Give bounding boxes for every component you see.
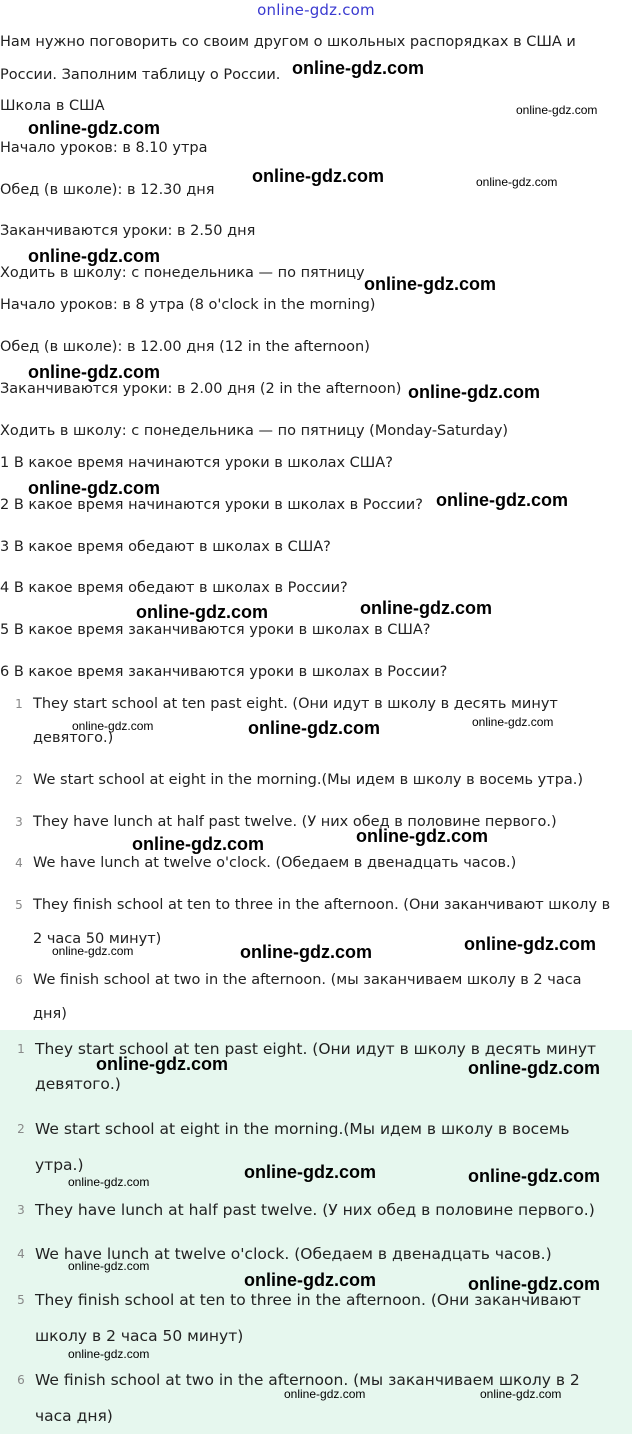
watermark: online-gdz.com xyxy=(480,1387,562,1401)
russia-start: Начало уроков: в 8 утра (8 o'clock in the morning) xyxy=(0,297,376,313)
green-answer-6-line-2: часа дня) xyxy=(35,1407,113,1425)
watermark: online-gdz.com xyxy=(68,1347,150,1361)
russia-days: Ходить в школу: с понедельника — по пятницу (Monday-Saturday) xyxy=(0,423,509,439)
intro-line-2: России. Заполним таблицу о России. xyxy=(0,67,281,83)
answer-number: 5 xyxy=(17,1293,25,1307)
watermark: online-gdz.com xyxy=(28,246,160,266)
watermark: online-gdz.com xyxy=(472,715,554,729)
watermark: online-gdz.com xyxy=(516,103,598,117)
green-answer-4-line-1: We have lunch at twelve o'clock. (Обедаем в двенадцать часов.) xyxy=(35,1245,552,1263)
watermark: online-gdz.com xyxy=(468,1166,600,1186)
watermark: online-gdz.com xyxy=(476,175,558,189)
question-3: 3 В какое время обедают в школах в США? xyxy=(0,539,331,555)
watermark: online-gdz.com xyxy=(248,718,380,738)
usa-start: Начало уроков: в 8.10 утра xyxy=(0,140,208,156)
watermark: online-gdz.com xyxy=(68,1175,150,1189)
watermark: online-gdz.com xyxy=(132,834,264,854)
watermark: online-gdz.com xyxy=(356,826,488,846)
watermark: online-gdz.com xyxy=(52,944,134,958)
watermark: online-gdz.com xyxy=(292,58,424,78)
answer-5-line-2: 2 часа 50 минут) xyxy=(33,931,162,947)
answer-number: 5 xyxy=(15,898,23,912)
answer-number: 3 xyxy=(15,815,23,829)
watermark: online-gdz.com xyxy=(240,942,372,962)
watermark: online-gdz.com xyxy=(68,1259,150,1273)
question-1: 1 В какое время начинаются уроки в школах США? xyxy=(0,455,393,471)
watermark: online-gdz.com xyxy=(28,478,160,498)
question-5: 5 В какое время заканчиваются уроки в школах в США? xyxy=(0,622,431,638)
site-header[interactable]: online-gdz.com xyxy=(257,1,375,19)
watermark: online-gdz.com xyxy=(464,934,596,954)
watermark: online-gdz.com xyxy=(364,274,496,294)
answer-number: 2 xyxy=(17,1122,25,1136)
watermark: online-gdz.com xyxy=(244,1162,376,1182)
answer-number: 6 xyxy=(15,973,23,987)
watermark: online-gdz.com xyxy=(96,1054,228,1074)
answer-number: 6 xyxy=(17,1373,25,1387)
usa-days: Ходить в школу: с понедельника — по пятницу xyxy=(0,265,365,281)
question-6: 6 В какое время заканчиваются уроки в школах в России? xyxy=(0,664,448,680)
answer-5-line-1: They finish school at ten to three in the afternoon. (Они заканчивают школу в xyxy=(33,897,611,913)
green-answer-1-line-2: девятого.) xyxy=(35,1075,121,1093)
usa-finish: Заканчиваются уроки: в 2.50 дня xyxy=(0,223,256,239)
watermark: online-gdz.com xyxy=(436,490,568,510)
watermark: online-gdz.com xyxy=(468,1058,600,1078)
watermark: online-gdz.com xyxy=(136,602,268,622)
answer-2-line-1: We start school at eight in the morning.(Мы идем в школу в восемь утра.) xyxy=(33,772,584,788)
answer-number: 3 xyxy=(17,1203,25,1217)
answer-6-line-2: дня) xyxy=(33,1006,67,1022)
watermark: online-gdz.com xyxy=(284,1387,366,1401)
answer-6-line-1: We finish school at two in the afternoon. (мы заканчиваем школу в 2 часа xyxy=(33,972,582,988)
answer-4-line-1: We have lunch at twelve o'clock. (Обедаем в двенадцать часов.) xyxy=(33,855,517,871)
russia-finish: Заканчиваются уроки: в 2.00 дня (2 in the afternoon) xyxy=(0,381,402,397)
watermark: online-gdz.com xyxy=(28,362,160,382)
intro-line-1: Нам нужно поговорить со своим другом о школьных распорядках в США и xyxy=(0,34,576,50)
watermark: online-gdz.com xyxy=(360,598,492,618)
watermark: online-gdz.com xyxy=(28,118,160,138)
usa-title: Школа в США xyxy=(0,98,105,114)
green-answer-5-line-2: школу в 2 часа 50 минут) xyxy=(35,1327,244,1345)
watermark: online-gdz.com xyxy=(408,382,540,402)
answer-1-line-2: девятого.) xyxy=(33,730,114,746)
watermark: online-gdz.com xyxy=(252,166,384,186)
answer-number: 1 xyxy=(15,697,23,711)
answer-3-line-1: They have lunch at half past twelve. (У них обед в половине первого.) xyxy=(33,814,557,830)
green-answer-2-line-2: утра.) xyxy=(35,1156,84,1174)
answer-number: 4 xyxy=(15,856,23,870)
answer-number: 4 xyxy=(17,1247,25,1261)
answer-number: 2 xyxy=(15,773,23,787)
question-2: 2 В какое время начинаются уроки в школах в России? xyxy=(0,497,423,513)
watermark: online-gdz.com xyxy=(244,1270,376,1290)
green-answer-1-line-1: They start school at ten past eight. (Они идут в школу в десять минут xyxy=(35,1040,597,1058)
green-answer-3-line-1: They have lunch at half past twelve. (У них обед в половине первого.) xyxy=(35,1201,595,1219)
answer-number: 1 xyxy=(17,1042,25,1056)
usa-lunch: Обед (в школе): в 12.30 дня xyxy=(0,182,215,198)
green-answer-2-line-1: We start school at eight in the morning.(Мы идем в школу в восемь xyxy=(35,1120,570,1138)
question-4: 4 В какое время обедают в школах в России? xyxy=(0,580,348,596)
watermark: online-gdz.com xyxy=(468,1274,600,1294)
russia-lunch: Обед (в школе): в 12.00 дня (12 in the afternoon) xyxy=(0,339,370,355)
green-answer-5-line-1: They finish school at ten to three in the afternoon. (Они заканчивают xyxy=(35,1291,581,1309)
green-answer-6-line-1: We finish school at two in the afternoon. (мы заканчиваем школу в 2 xyxy=(35,1371,580,1389)
answer-1-line-1: They start school at ten past eight. (Они идут в школу в десять минут xyxy=(33,696,558,712)
watermark: online-gdz.com xyxy=(72,719,154,733)
